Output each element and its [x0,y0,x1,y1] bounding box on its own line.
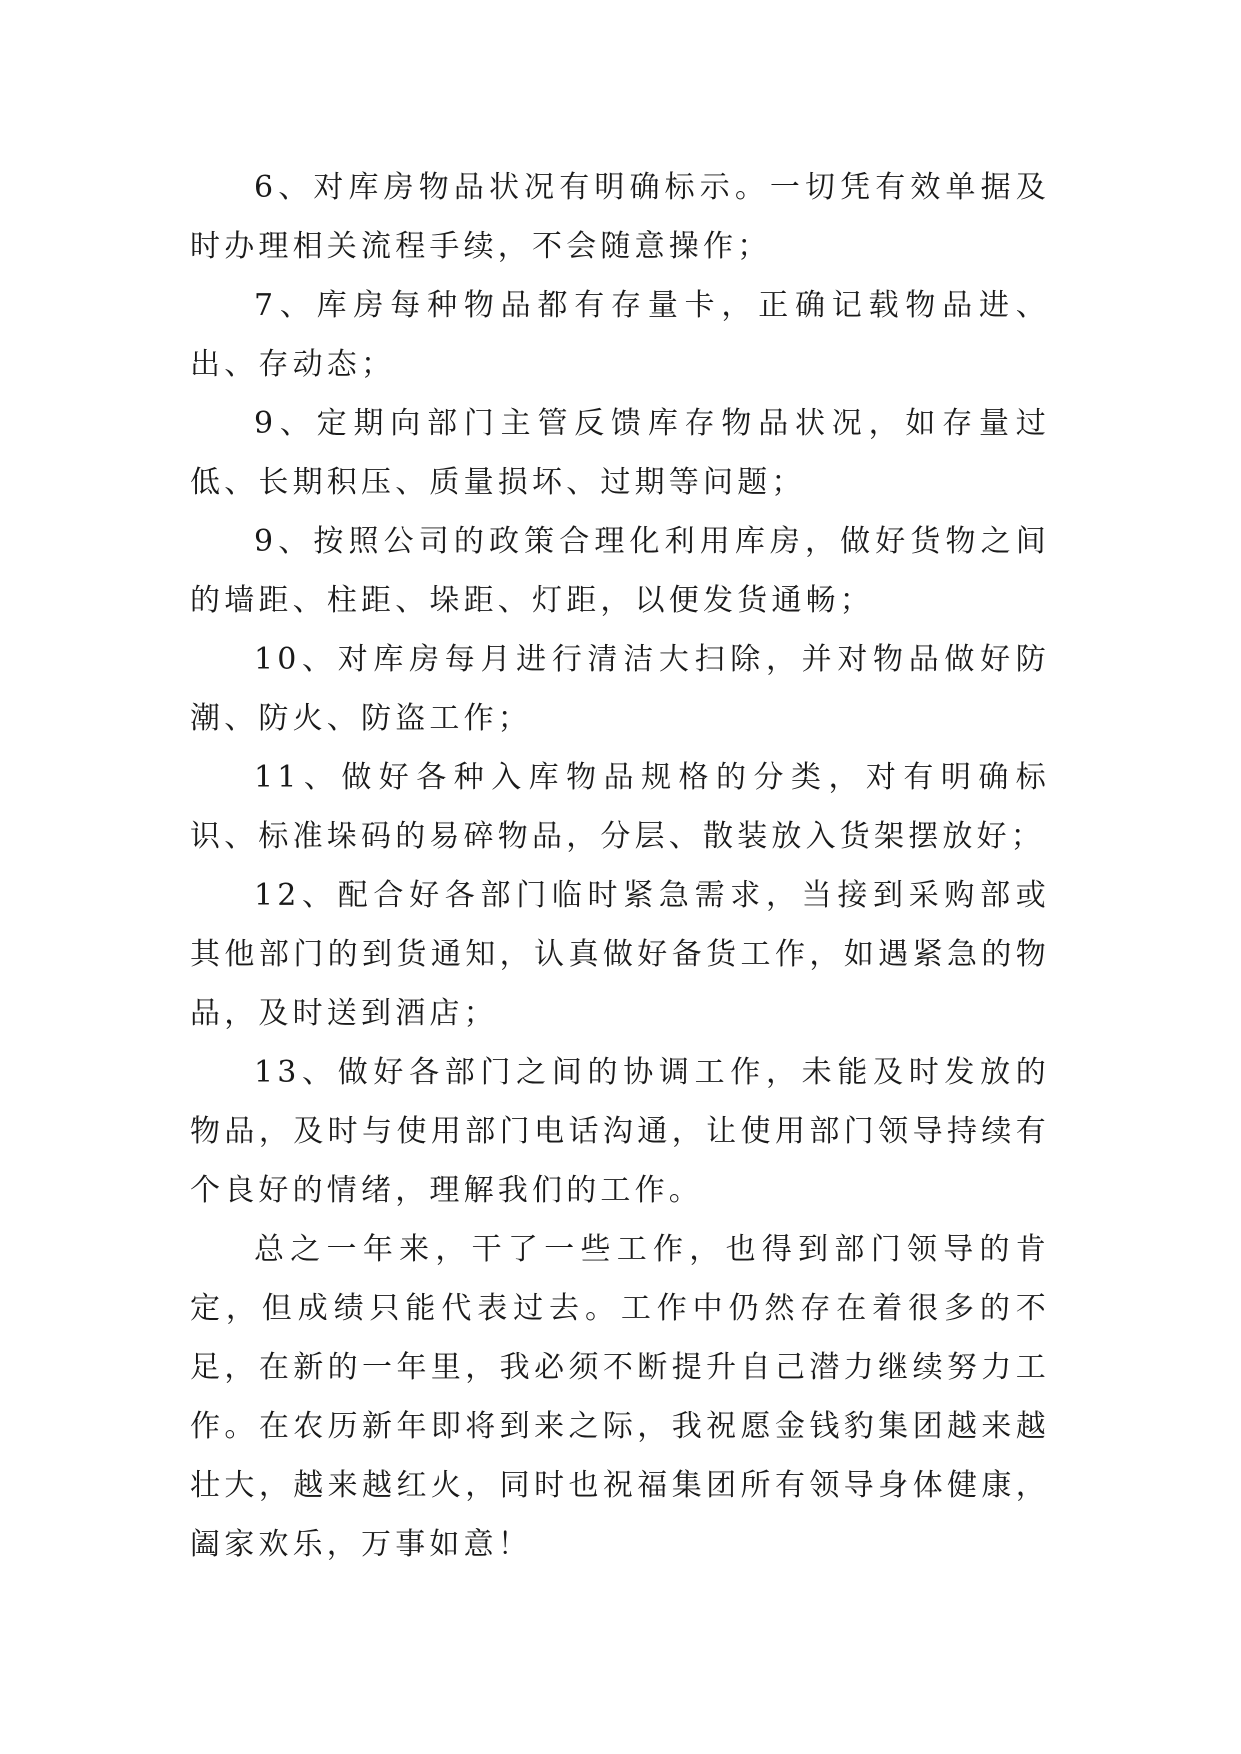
paragraph-item-6: 6、对库房物品状况有明确标示。一切凭有效单据及时办理相关流程手续，不会随意操作； [190,170,1050,264]
paragraph-item-7: 7、库房每种物品都有存量卡，正确记载物品进、出、存动态； [190,288,1050,382]
paragraph-item-9-storage: 9、按照公司的政策合理化利用库房，做好货物之间的墙距、柱距、垛距、灯距，以便发货通畅； [190,524,1050,618]
paragraph-item-13: 13、做好各部门之间的协调工作，未能及时发放的物品，及时与使用部门电话沟通，让使用部门领导持续有个良好的情绪，理解我们的工作。 [190,1055,1050,1208]
document-body [190,158,1050,1574]
paragraph-item-9-feedback: 9、定期向部门主管反馈库存物品状况，如存量过低、长期积压、质量损坏、过期等问题； [190,406,1050,500]
paragraph-conclusion: 总之一年来，干了一些工作，也得到部门领导的肯定，但成绩只能代表过去。工作中仍然存在着很多的不足，在新的一年里，我必须不断提升自己潜力继续努力工作。在农历新年即将到来之际，我祝愿金钱豹集团越来越壮大，越来越红火，同时也祝福集团所有领导身体健康，阖家欢乐，万事如意！ [190,1232,1050,1562]
paragraph-item-12: 12、配合好各部门临时紧急需求，当接到采购部或其他部门的到货通知，认真做好备货工作，如遇紧急的物品，及时送到酒店； [190,878,1050,1031]
paragraph-item-11: 11、做好各种入库物品规格的分类，对有明确标识、标准垛码的易碎物品，分层、散装放入货架摆放好； [190,760,1050,854]
paragraph-item-10: 10、对库房每月进行清洁大扫除，并对物品做好防潮、防火、防盗工作； [190,642,1050,736]
